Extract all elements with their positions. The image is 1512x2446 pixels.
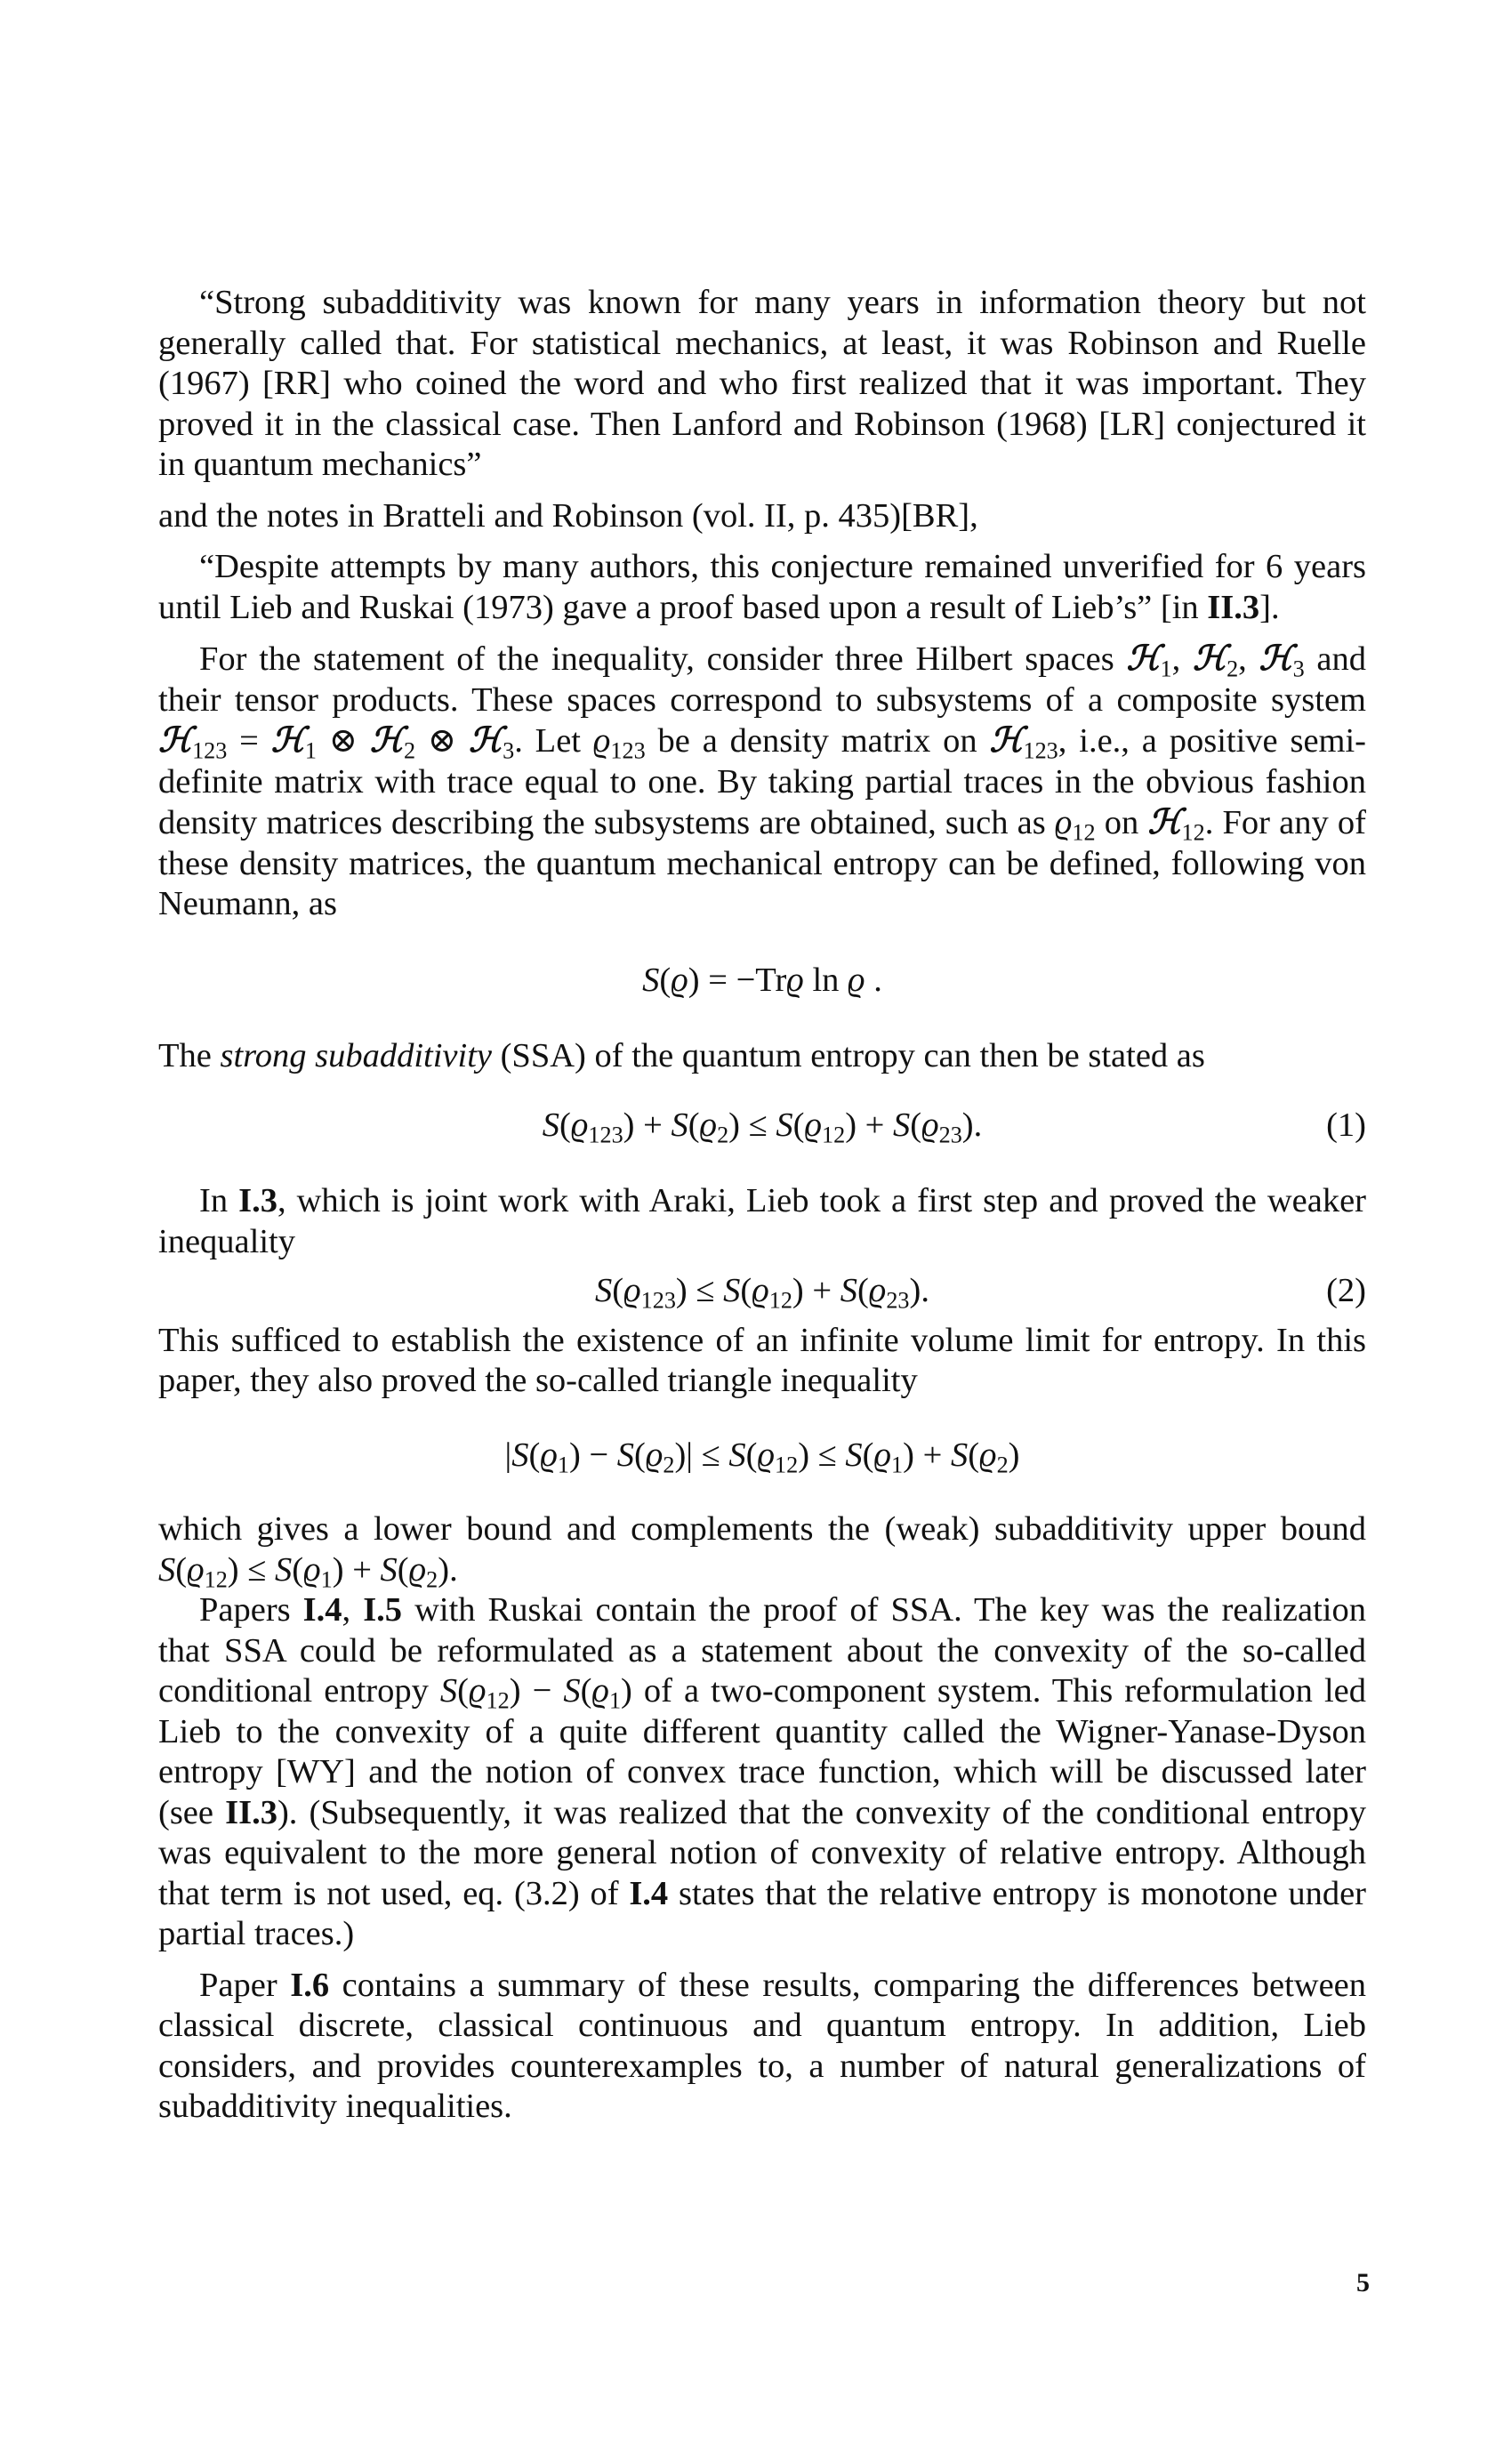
- page-number: 5: [1356, 2268, 1370, 2297]
- ref-i3: I.3: [238, 1182, 277, 1219]
- ref-i4: I.4: [302, 1591, 342, 1629]
- equation-number-1: (1): [1326, 1106, 1366, 1144]
- ref-ii3: II.3: [1207, 588, 1260, 626]
- paragraph-ssa-intro: The strong subadditivity (SSA) of the quantum entropy can then be stated as: [158, 1037, 1205, 1074]
- notes-line: and the notes in Bratteli and Robinson (vol. II, p. 435)[BR],: [158, 496, 978, 535]
- equation-1: $S(ϱ_{123}) + S(ϱ_2) \le S(ϱ_{12}) + S(ϱ_{23})$. (1): [542, 1106, 1366, 1147]
- ref-i5: I.5: [363, 1591, 403, 1629]
- term-strong-subadditivity: strong subadditivity: [220, 1037, 492, 1074]
- page-body: [158, 283, 1366, 2128]
- paragraph-lower-bound: which gives a lower bound and complements the (weak) subadditivity upper bound $S(ϱ_{12}) \le S(ϱ_1) + S(ϱ_2)$.: [158, 1510, 1366, 1592]
- quote-robinson-ruelle: “Strong subadditivity was known for many years in information theory but not generally called that. For statistical mechanics, at least, it was Robinson and Ruelle (1967) [RR] who coined the word and who first realized that it was important. They proved it in the classical case. Then Lanford and Robinson (1968) [LR] conjectured it in quantum mechanics”: [158, 284, 1366, 483]
- equation-2: $S(ϱ_{123}) \le S(ϱ_{12}) + S(ϱ_{23})$. (2): [595, 1272, 1366, 1314]
- quote-lieb-ruskai: “Despite attempts by many authors, this conjecture remained unverified for 6 years until Lieb and Ruskai (1973) gave a proof based upon a result of Lieb’s” [in II.3].: [158, 548, 1366, 626]
- paragraph-infinite-volume: This sufficed to establish the existence of an infinite volume limit for entropy. In this paper, they also proved the so-called triangle inequality: [158, 1321, 1366, 1399]
- paragraph-araki: In I.3, which is joint work with Araki, Lieb took a first step and proved the weaker inequality: [158, 1182, 1366, 1260]
- ref-i6: I.6: [290, 1966, 330, 2004]
- ref-ii3-second: II.3: [225, 1793, 277, 1831]
- paragraph-papers-ruskai: Papers I.4, I.5 with Ruskai contain the proof of SSA. The key was the realization that SSA could be reformulated as a statement about the convexity of the so-called conditional entropy $S(ϱ_{12}) - S(ϱ_1)$ of a two-component system. This reformulation led Lieb to the convexity of a quite different quantity called the Wigner-Yanase-Dyson entropy [WY] and the notion of convex trace function, which will be discussed later (see II.3). (Subsequently, it was realized that the convexity of the conditional entropy was equivalent to the more general notion of convexity of relative entropy. Although that term is not used, eq. (3.2) of I.4 states that the relative entropy is monotone under partial traces.): [158, 1591, 1367, 1952]
- equation-number-2: (2): [1326, 1272, 1366, 1309]
- paragraph-summary: Paper I.6 contains a summary of these results, comparing the differences between classical discrete, classical continuous and quantum entropy. In addition, Lieb considers, and provides counterexamples to, a number of natural generalizations of subadditivity inequalities.: [158, 1966, 1366, 2125]
- equation-entropy-definition: S(ϱ) = −Trϱ ln ϱ .: [642, 961, 882, 999]
- paragraph-hilbert-spaces: For the statement of the inequality, consider three Hilbert spaces ℋ$_1$, ℋ$_2$, ℋ$_3$ and their tensor products. These spaces correspond to subsystems of a composite system ℋ$_{123}$ = ℋ$_1$ ⊗ ℋ$_2$ ⊗ ℋ$_3$. Let $ϱ_{123}$ be a density matrix on ℋ$_{123}$, i.e., a positive semi-definite matrix with trace equal to one. By taking partial traces in the obvious fashion density matrices describing the subsystems are obtained, such as $ϱ_{12}$ on ℋ$_{12}$. For any of these density matrices, the quantum mechanical entropy can be defined, following von Neumann, as: [158, 639, 1367, 922]
- equation-triangle-inequality: $|S(ϱ_1) - S(ϱ_2)| \le S(ϱ_{12}) \le S(ϱ_1) + S(ϱ_2)$: [504, 1436, 1020, 1477]
- ref-i4-second: I.4: [629, 1874, 669, 1912]
